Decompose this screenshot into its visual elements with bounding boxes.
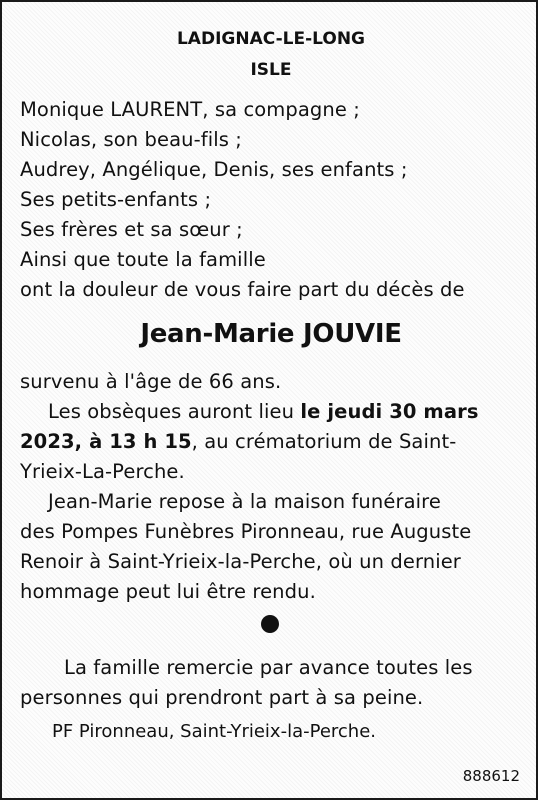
funeral-line-3: Yrieix-La-Perche. <box>20 460 185 483</box>
family-line: Ses petits-enfants ; <box>20 188 212 211</box>
signature: PF Pironneau, Saint-Yrieix-la-Perche. <box>52 721 376 742</box>
family-line: Audrey, Angélique, Denis, ses enfants ; <box>20 158 408 181</box>
family-line: Ainsi que toute la famille <box>20 248 266 271</box>
funeral-intro: Les obsèques auront lieu <box>48 400 295 423</box>
repose-line: Renoir à Saint-Yrieix-la-Perche, où un dernier <box>20 550 461 573</box>
repose-line: Jean-Marie repose à la maison funéraire <box>48 490 441 513</box>
family-line: Nicolas, son beau-fils ; <box>20 128 242 151</box>
funeral-date: le jeudi 30 mars <box>300 400 479 423</box>
funeral-line-2 <box>20 430 456 453</box>
age-line: survenu à l'âge de 66 ans. <box>20 370 282 393</box>
family-line: Monique LAURENT, sa compagne ; <box>20 98 360 121</box>
repose-line: des Pompes Funèbres Pironneau, rue Auguste <box>20 520 472 543</box>
funeral-year-time: 2023, à 13 h 15 <box>20 430 192 453</box>
repose-line: hommage peut lui être rendu. <box>20 580 316 603</box>
thanks-line: personnes qui prendront part à sa peine. <box>20 686 424 709</box>
header-town-1: LADIGNAC-LE-LONG <box>176 29 366 49</box>
thanks-line: La famille remercie par avance toutes les <box>64 656 473 679</box>
funeral-place: , au crématorium de Saint- <box>191 430 457 453</box>
reference-number: 888612 <box>462 767 520 785</box>
family-line: ont la douleur de vous faire part du décès de <box>20 278 465 301</box>
header-town-2: ISLE <box>250 60 292 80</box>
bullet-separator <box>261 615 279 633</box>
deceased-name: Jean-Marie JOUVIE <box>140 319 402 349</box>
family-line: Ses frères et sa sœur ; <box>20 218 243 241</box>
funeral-line-1 <box>48 400 479 423</box>
